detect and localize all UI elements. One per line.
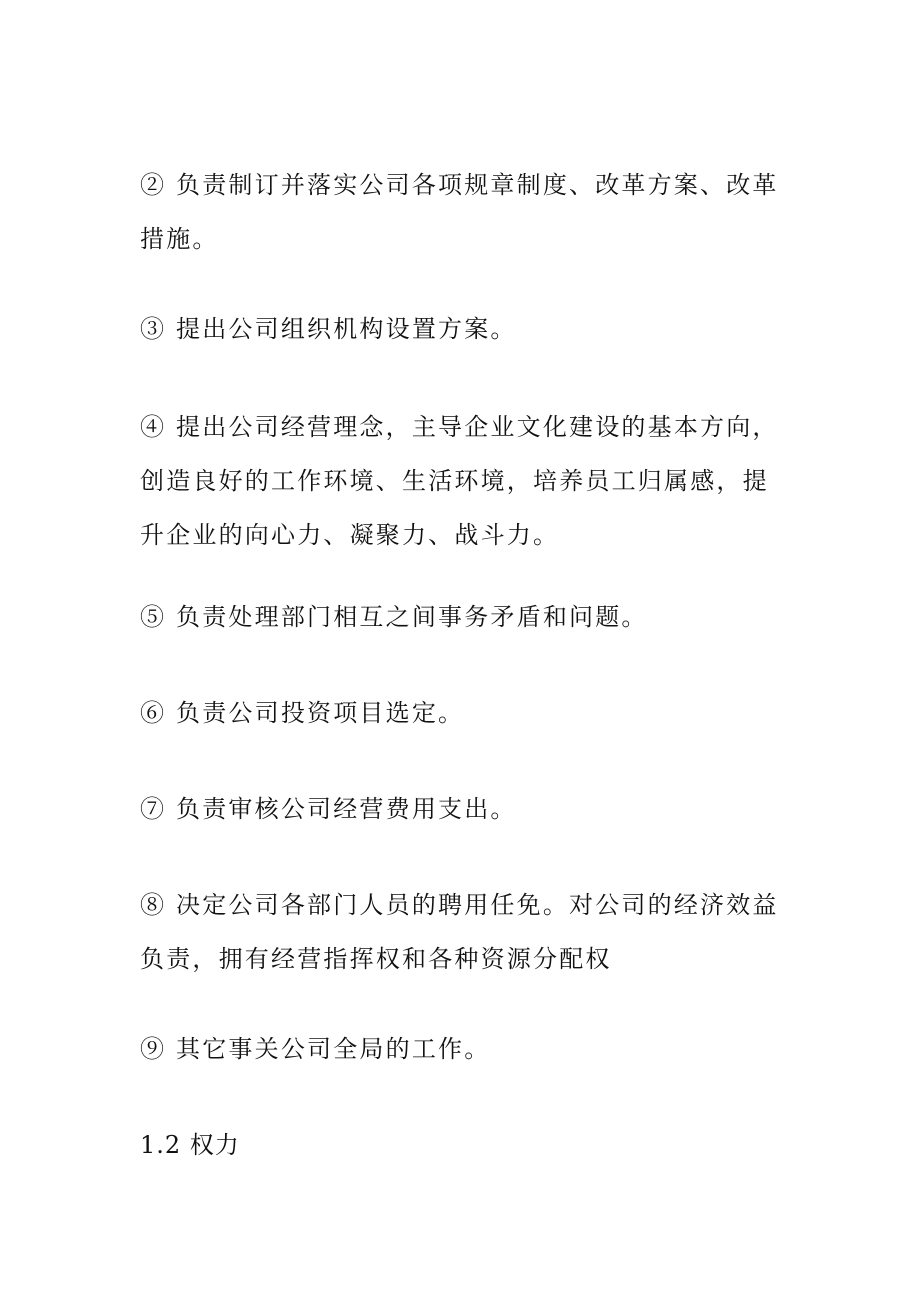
section-heading: 1.2 权力 [140,1131,240,1159]
paragraph-item-9: ⑨ 其它事关公司全局的工作。 [140,1035,491,1063]
paragraph-item-3: ③ 提出公司组织机构设置方案。 [140,315,517,343]
paragraph-item-8: ⑧ 决定公司各部门人员的聘用任免。对公司的经济效益负责，拥有经营指挥权和各种资源分配权 [140,891,779,973]
paragraph-item-6: ⑥ 负责公司投资项目选定。 [140,699,465,727]
paragraph-item-2: ② 负责制订并落实公司各项规章制度、改革方案、改革措施。 [140,171,779,253]
paragraph-item-7: ⑦ 负责审核公司经营费用支出。 [140,795,517,823]
paragraph-item-5: ⑤ 负责处理部门相互之间事务矛盾和问题。 [140,603,648,631]
paragraph-item-4: ④ 提出公司经营理念，主导企业文化建设的基本方向，创造良好的工作环境、生活环境，培养员工归属感，提升企业的向心力、凝聚力、战斗力。 [140,413,779,549]
